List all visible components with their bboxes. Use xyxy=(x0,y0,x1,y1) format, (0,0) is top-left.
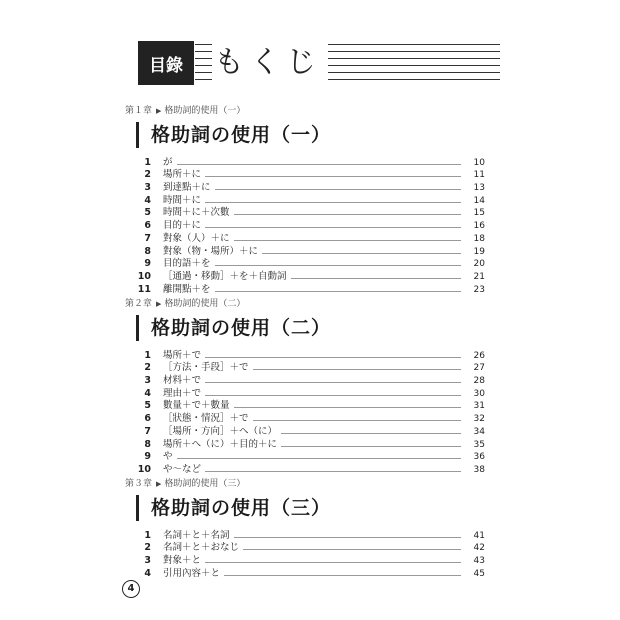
leader-line xyxy=(281,446,461,447)
entry-label: 場所＋に xyxy=(163,169,202,181)
entry-number: 10 xyxy=(137,463,151,475)
entry-number: 7 xyxy=(144,425,151,437)
entry-page: 38 xyxy=(473,464,485,475)
toc-entry[interactable] xyxy=(125,374,485,387)
toc-entry[interactable] xyxy=(125,258,485,271)
chapter-heading xyxy=(125,104,485,118)
toc-entry[interactable] xyxy=(125,181,485,194)
chapter-section xyxy=(125,104,485,296)
toc-entry[interactable] xyxy=(125,194,485,207)
leader-line xyxy=(234,214,461,215)
toc-entry[interactable] xyxy=(125,219,485,232)
leader-line xyxy=(253,420,461,421)
entry-page: 42 xyxy=(473,543,485,554)
entry-label: ［場所・方向］＋へ（に） xyxy=(163,425,278,437)
entry-page: 36 xyxy=(473,452,485,463)
leader-line xyxy=(205,471,461,472)
entry-number: 3 xyxy=(144,375,151,387)
toc-entry[interactable] xyxy=(125,400,485,413)
leader-line xyxy=(215,189,461,190)
entry-label: や～など xyxy=(163,463,202,475)
leader-line xyxy=(215,291,461,292)
entry-label: 場所＋で xyxy=(163,349,202,361)
chapter-section xyxy=(125,477,485,580)
toc-entry[interactable] xyxy=(125,412,485,425)
entry-number: 1 xyxy=(144,529,151,541)
entry-page: 31 xyxy=(473,401,485,412)
leader-line xyxy=(253,369,461,370)
entry-number: 4 xyxy=(144,194,151,206)
entry-page: 18 xyxy=(473,233,485,244)
entry-label: 時間＋に＋次數 xyxy=(163,207,230,219)
entry-page: 41 xyxy=(473,530,485,541)
toc-entry[interactable] xyxy=(125,156,485,169)
toc-entry[interactable] xyxy=(125,349,485,362)
entry-label: 數量＋で＋數量 xyxy=(163,400,230,412)
entry-number: 5 xyxy=(144,207,151,219)
entry-number: 10 xyxy=(137,270,151,282)
toc-entry[interactable] xyxy=(125,232,485,245)
chapter-number: 第１章 xyxy=(125,106,153,116)
entry-page: 27 xyxy=(473,363,485,374)
leader-line xyxy=(262,253,461,254)
chapter-heading xyxy=(125,477,485,491)
chapter-subtitle: 格助詞的使用（一） xyxy=(164,106,246,116)
toc-entry[interactable] xyxy=(125,438,485,451)
leader-line xyxy=(215,265,461,266)
title-accent-bar xyxy=(136,315,139,341)
entry-number: 4 xyxy=(144,567,151,579)
triangle-icon: ▶ xyxy=(156,300,162,308)
entry-number: 3 xyxy=(144,182,151,194)
toc-entry[interactable] xyxy=(125,542,485,555)
leader-line xyxy=(205,176,461,177)
title-accent-bar xyxy=(136,122,139,148)
toc-label-box: 目錄 xyxy=(138,41,194,85)
entry-page: 11 xyxy=(473,170,485,181)
entry-page: 28 xyxy=(473,376,485,387)
toc-entry[interactable] xyxy=(125,554,485,567)
entry-number: 9 xyxy=(144,258,151,270)
leader-line xyxy=(234,537,461,538)
toc-entry[interactable] xyxy=(125,207,485,220)
entry-page: 35 xyxy=(473,439,485,450)
leader-line xyxy=(243,549,461,550)
entry-page: 30 xyxy=(473,388,485,399)
chapter-subtitle: 格助詞的使用（二） xyxy=(164,299,246,309)
entry-label: 離開點＋を xyxy=(163,283,211,295)
leader-line xyxy=(205,227,461,228)
chapter-number: 第３章 xyxy=(125,479,153,489)
chapter-title: 格助詞の使用（三） xyxy=(151,497,332,519)
toc-entry[interactable] xyxy=(125,283,485,296)
toc-entry[interactable] xyxy=(125,169,485,182)
entry-page: 10 xyxy=(473,157,485,168)
entry-page: 45 xyxy=(473,568,485,579)
leader-line xyxy=(224,575,461,576)
entry-page: 15 xyxy=(473,208,485,219)
entry-label: 到達點＋に xyxy=(163,182,211,194)
entry-page: 14 xyxy=(473,195,485,206)
toc-entry-list xyxy=(125,529,485,580)
entry-label: 時間＋に xyxy=(163,194,202,206)
entry-page: 16 xyxy=(473,221,485,232)
toc-entry[interactable] xyxy=(125,270,485,283)
entry-page: 23 xyxy=(473,284,485,295)
entry-number: 2 xyxy=(144,542,151,554)
chapter-heading xyxy=(125,297,485,311)
leader-line xyxy=(205,562,461,563)
chapter-title-row xyxy=(125,120,485,150)
entry-label: 場所＋へ（に）＋目的＋に xyxy=(163,438,278,450)
entry-label: 目的語＋を xyxy=(163,258,211,270)
entry-page: 21 xyxy=(473,271,485,282)
entry-label: 對象（人）＋に xyxy=(163,232,230,244)
entry-label: 材料＋で xyxy=(163,375,202,387)
entry-number: 2 xyxy=(144,169,151,181)
toc-entry[interactable] xyxy=(125,567,485,580)
leader-line xyxy=(234,407,461,408)
entry-number: 9 xyxy=(144,451,151,463)
title-accent-bar xyxy=(136,495,139,521)
toc-entry[interactable] xyxy=(125,463,485,476)
chapter-subtitle: 格助詞的使用（三） xyxy=(164,479,246,489)
entry-label: が xyxy=(163,156,173,168)
leader-line xyxy=(205,202,461,203)
toc-entry-list xyxy=(125,156,485,296)
entry-number: 1 xyxy=(144,156,151,168)
entry-label: 名詞＋と＋おなじ xyxy=(163,542,240,554)
leader-line xyxy=(291,278,461,279)
entry-label: や xyxy=(163,451,173,463)
triangle-icon: ▶ xyxy=(156,107,162,115)
leader-line xyxy=(205,382,461,383)
leader-line xyxy=(281,433,461,434)
entry-label: 目的＋に xyxy=(163,220,202,232)
leader-line xyxy=(205,357,461,358)
toc-entry[interactable] xyxy=(125,451,485,464)
chapter-number: 第２章 xyxy=(125,299,153,309)
chapter-title-row xyxy=(125,493,485,523)
entry-number: 8 xyxy=(144,438,151,450)
entry-label: 對象（物・場所）＋に xyxy=(163,245,259,257)
entry-page: 19 xyxy=(473,246,485,257)
entry-label: 對象＋と xyxy=(163,555,202,567)
entry-label: 理由＋で xyxy=(163,387,202,399)
entry-number: 8 xyxy=(144,245,151,257)
entry-number: 4 xyxy=(144,387,151,399)
entry-number: 6 xyxy=(144,220,151,232)
entry-number: 5 xyxy=(144,400,151,412)
entry-number: 3 xyxy=(144,555,151,567)
triangle-icon: ▶ xyxy=(156,480,162,488)
entry-label: 引用內容＋と xyxy=(163,567,221,579)
entry-label: ［狀態・情況］＋で xyxy=(163,413,249,425)
leader-line xyxy=(234,240,461,241)
page-number: 4 xyxy=(122,580,140,598)
entry-page: 32 xyxy=(473,414,485,425)
entry-page: 13 xyxy=(473,183,485,194)
entry-label: ［通過・移動］＋を＋自動詞 xyxy=(163,270,287,282)
entry-page: 34 xyxy=(473,426,485,437)
chapter-title: 格助詞の使用（一） xyxy=(151,124,332,146)
leader-line xyxy=(177,458,461,459)
page-title: もくじ xyxy=(212,43,328,83)
toc-entry[interactable] xyxy=(125,387,485,400)
toc-entry-list xyxy=(125,349,485,476)
entry-number: 11 xyxy=(137,283,151,295)
entry-label: 名詞＋と＋名詞 xyxy=(163,529,230,541)
chapter-section xyxy=(125,297,485,476)
toc-entry[interactable] xyxy=(125,362,485,375)
entry-number: 6 xyxy=(144,413,151,425)
leader-line xyxy=(205,395,461,396)
entry-page: 26 xyxy=(473,350,485,361)
entry-page: 20 xyxy=(473,259,485,270)
toc-entry[interactable] xyxy=(125,425,485,438)
leader-line xyxy=(177,164,461,165)
entry-number: 1 xyxy=(144,349,151,361)
entry-page: 43 xyxy=(473,556,485,567)
toc-entry[interactable] xyxy=(125,529,485,542)
toc-entry[interactable] xyxy=(125,245,485,258)
entry-label: ［方法・手段］＋で xyxy=(163,362,249,374)
entry-number: 7 xyxy=(144,232,151,244)
chapter-title-row xyxy=(125,313,485,343)
entry-number: 2 xyxy=(144,362,151,374)
chapter-title: 格助詞の使用（二） xyxy=(151,317,332,339)
